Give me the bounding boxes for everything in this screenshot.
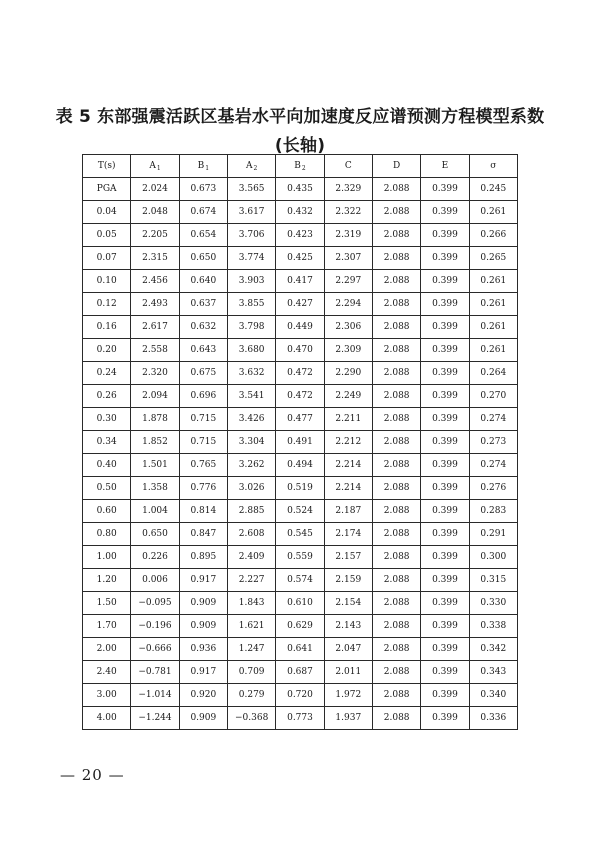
coefficient-cell: 0.432	[276, 201, 324, 224]
coefficient-cell: 0.773	[276, 707, 324, 730]
coefficient-cell: 2.315	[131, 247, 179, 270]
period-cell: 4.00	[83, 707, 131, 730]
coefficient-cell: 0.336	[469, 707, 517, 730]
coefficient-cell: 0.399	[421, 178, 469, 201]
coefficient-cell: 0.343	[469, 661, 517, 684]
table-row	[83, 615, 518, 638]
coefficient-cell: 0.519	[276, 477, 324, 500]
column-header-subscript: 1	[205, 164, 210, 172]
table-row	[83, 546, 518, 569]
coefficient-cell: 0.399	[421, 385, 469, 408]
coefficient-cell: 2.174	[324, 523, 372, 546]
table-subtitle: (长轴)	[274, 136, 326, 156]
coefficient-cell: 0.291	[469, 523, 517, 546]
coefficient-cell: 2.088	[372, 247, 420, 270]
coefficient-cell: 2.307	[324, 247, 372, 270]
coefficient-cell: 0.274	[469, 408, 517, 431]
table-row	[83, 247, 518, 270]
column-header-label: T(s)	[97, 161, 116, 171]
coefficient-cell: 2.088	[372, 615, 420, 638]
coefficient-cell: 0.261	[469, 316, 517, 339]
coefficient-cell: 0.261	[469, 339, 517, 362]
coefficient-cell: 0.650	[131, 523, 179, 546]
coefficient-cell: 3.680	[227, 339, 275, 362]
coefficient-cell: 0.399	[421, 569, 469, 592]
column-header-label: E	[441, 161, 449, 171]
coefficient-cell: 0.477	[276, 408, 324, 431]
coefficient-cell: 2.205	[131, 224, 179, 247]
coefficient-cell: 2.088	[372, 408, 420, 431]
table-row	[83, 684, 518, 707]
period-cell: 0.34	[83, 431, 131, 454]
coefficient-cell: 0.399	[421, 477, 469, 500]
coefficient-cell: 0.610	[276, 592, 324, 615]
coefficient-cell: 2.159	[324, 569, 372, 592]
coefficient-cell: 2.088	[372, 431, 420, 454]
table-row	[83, 316, 518, 339]
table-row	[83, 339, 518, 362]
table-row	[83, 293, 518, 316]
coefficient-cell: 0.650	[179, 247, 227, 270]
coefficient-cell: 0.629	[276, 615, 324, 638]
coefficient-cell: 0.449	[276, 316, 324, 339]
coefficient-cell: 0.226	[131, 546, 179, 569]
table-row	[83, 523, 518, 546]
column-header	[131, 155, 179, 178]
period-cell: 0.07	[83, 247, 131, 270]
coefficient-cell: 2.187	[324, 500, 372, 523]
period-cell: PGA	[83, 178, 131, 201]
coefficient-cell: 3.774	[227, 247, 275, 270]
coefficient-cell: 0.399	[421, 500, 469, 523]
coefficient-cell: 0.399	[421, 546, 469, 569]
coefficient-cell: 0.399	[421, 316, 469, 339]
coefficient-cell: 3.304	[227, 431, 275, 454]
column-header-label: A	[245, 160, 253, 171]
period-cell: 1.20	[83, 569, 131, 592]
coefficient-cell: 2.290	[324, 362, 372, 385]
coefficient-cell: 2.088	[372, 224, 420, 247]
coefficient-cell: 2.214	[324, 454, 372, 477]
column-header-label: C	[344, 161, 352, 171]
table-header-row	[83, 155, 518, 178]
coefficient-cell: 0.632	[179, 316, 227, 339]
coefficient-cell: 0.315	[469, 569, 517, 592]
coefficient-cell: 0.776	[179, 477, 227, 500]
coefficient-cell: 0.675	[179, 362, 227, 385]
period-cell: 0.40	[83, 454, 131, 477]
coefficient-cell: −0.781	[131, 661, 179, 684]
table-row	[83, 178, 518, 201]
coefficient-cell: 0.814	[179, 500, 227, 523]
period-cell: 0.30	[83, 408, 131, 431]
period-cell: 1.70	[83, 615, 131, 638]
coefficient-cell: 2.214	[324, 477, 372, 500]
coefficient-cell: 3.903	[227, 270, 275, 293]
coefficient-cell: 0.399	[421, 408, 469, 431]
coefficient-table	[82, 154, 518, 730]
coefficient-cell: 0.936	[179, 638, 227, 661]
coefficient-cell: 0.261	[469, 201, 517, 224]
column-header-subscript: 1	[156, 164, 161, 172]
coefficient-cell: 0.545	[276, 523, 324, 546]
coefficient-cell: 1.501	[131, 454, 179, 477]
period-cell: 2.00	[83, 638, 131, 661]
coefficient-cell: 0.399	[421, 523, 469, 546]
coefficient-cell: 0.491	[276, 431, 324, 454]
coefficient-cell: 1.843	[227, 592, 275, 615]
coefficient-cell: 3.026	[227, 477, 275, 500]
coefficient-cell: 2.456	[131, 270, 179, 293]
period-cell: 3.00	[83, 684, 131, 707]
coefficient-cell: 0.917	[179, 661, 227, 684]
coefficient-cell: 0.283	[469, 500, 517, 523]
period-cell: 0.50	[83, 477, 131, 500]
coefficient-cell: 2.558	[131, 339, 179, 362]
coefficient-cell: 0.720	[276, 684, 324, 707]
coefficient-cell: 0.261	[469, 293, 517, 316]
coefficient-cell: 1.878	[131, 408, 179, 431]
column-header	[83, 155, 131, 178]
coefficient-cell: −0.095	[131, 592, 179, 615]
table-row	[83, 224, 518, 247]
coefficient-cell: 3.855	[227, 293, 275, 316]
coefficient-cell: 1.852	[131, 431, 179, 454]
coefficient-cell: 2.608	[227, 523, 275, 546]
coefficient-cell: 0.435	[276, 178, 324, 201]
page-number: — 20 —	[60, 766, 125, 784]
period-cell: 0.04	[83, 201, 131, 224]
coefficient-cell: 1.004	[131, 500, 179, 523]
coefficient-cell: 2.011	[324, 661, 372, 684]
coefficient-cell: 0.715	[179, 431, 227, 454]
coefficient-cell: 0.765	[179, 454, 227, 477]
column-header-label: A	[149, 160, 156, 171]
table-row	[83, 270, 518, 293]
table-row	[83, 385, 518, 408]
coefficient-cell: 3.617	[227, 201, 275, 224]
coefficient-cell: 0.472	[276, 385, 324, 408]
column-header-subscript: 2	[301, 164, 306, 172]
coefficient-cell: 3.541	[227, 385, 275, 408]
coefficient-cell: 0.399	[421, 454, 469, 477]
table-row	[83, 592, 518, 615]
coefficient-cell: 2.409	[227, 546, 275, 569]
coefficient-cell: 2.154	[324, 592, 372, 615]
coefficient-cell: 0.687	[276, 661, 324, 684]
coefficient-cell: 0.399	[421, 224, 469, 247]
coefficient-cell: 0.895	[179, 546, 227, 569]
column-header	[324, 155, 372, 178]
column-header-label: B	[197, 160, 205, 171]
coefficient-cell: 2.088	[372, 500, 420, 523]
coefficient-cell: 0.399	[421, 201, 469, 224]
table-body	[83, 178, 518, 730]
coefficient-cell: 3.798	[227, 316, 275, 339]
table-row	[83, 431, 518, 454]
column-header	[179, 155, 227, 178]
coefficient-cell: 3.706	[227, 224, 275, 247]
coefficient-cell: 0.279	[227, 684, 275, 707]
coefficient-cell: 0.417	[276, 270, 324, 293]
coefficient-cell: 3.632	[227, 362, 275, 385]
coefficient-cell: 0.399	[421, 592, 469, 615]
coefficient-cell: 0.909	[179, 592, 227, 615]
coefficient-cell: 0.264	[469, 362, 517, 385]
coefficient-cell: 2.306	[324, 316, 372, 339]
table-row	[83, 661, 518, 684]
coefficient-cell: 2.088	[372, 454, 420, 477]
coefficient-cell: 2.320	[131, 362, 179, 385]
coefficient-cell: 0.399	[421, 339, 469, 362]
coefficient-cell: 2.088	[372, 546, 420, 569]
table-title: 表 5 东部强震活跃区基岩水平向加速度反应谱预测方程模型系数	[55, 107, 545, 127]
table-row	[83, 408, 518, 431]
coefficient-cell: 0.696	[179, 385, 227, 408]
coefficient-cell: 0.274	[469, 454, 517, 477]
coefficient-cell: 2.294	[324, 293, 372, 316]
coefficient-cell: 0.340	[469, 684, 517, 707]
coefficient-cell: 2.227	[227, 569, 275, 592]
coefficient-cell: 2.212	[324, 431, 372, 454]
coefficient-cell: 1.972	[324, 684, 372, 707]
coefficient-cell: 1.621	[227, 615, 275, 638]
coefficient-cell: 2.088	[372, 638, 420, 661]
coefficient-cell: 0.399	[421, 684, 469, 707]
coefficient-cell: 0.261	[469, 270, 517, 293]
table-row	[83, 201, 518, 224]
coefficient-cell: 2.088	[372, 569, 420, 592]
coefficient-cell: 2.249	[324, 385, 372, 408]
coefficient-cell: −1.014	[131, 684, 179, 707]
coefficient-cell: 0.427	[276, 293, 324, 316]
coefficient-cell: 2.885	[227, 500, 275, 523]
coefficient-cell: 2.088	[372, 707, 420, 730]
period-cell: 0.16	[83, 316, 131, 339]
table-row	[83, 707, 518, 730]
coefficient-cell: 0.338	[469, 615, 517, 638]
coefficient-cell: 2.024	[131, 178, 179, 201]
coefficient-cell: 0.399	[421, 707, 469, 730]
coefficient-cell: 0.524	[276, 500, 324, 523]
coefficient-cell: 2.143	[324, 615, 372, 638]
table-row	[83, 569, 518, 592]
coefficient-cell: 0.300	[469, 546, 517, 569]
coefficient-cell: 0.399	[421, 638, 469, 661]
coefficient-cell: 2.088	[372, 523, 420, 546]
period-cell: 0.12	[83, 293, 131, 316]
coefficient-cell: 1.247	[227, 638, 275, 661]
coefficient-cell: −0.368	[227, 707, 275, 730]
coefficient-cell: 0.425	[276, 247, 324, 270]
coefficient-cell: 2.088	[372, 293, 420, 316]
coefficient-cell: 0.494	[276, 454, 324, 477]
coefficient-cell: 2.329	[324, 178, 372, 201]
period-cell: 2.40	[83, 661, 131, 684]
coefficient-cell: 0.342	[469, 638, 517, 661]
coefficient-cell: 0.399	[421, 247, 469, 270]
table-row	[83, 454, 518, 477]
column-header-label: σ	[490, 161, 497, 171]
column-header-label: D	[393, 161, 401, 171]
coefficient-cell: 0.423	[276, 224, 324, 247]
coefficient-cell: 0.399	[421, 362, 469, 385]
period-cell: 0.24	[83, 362, 131, 385]
period-cell: 0.80	[83, 523, 131, 546]
coefficient-cell: 2.211	[324, 408, 372, 431]
period-cell: 0.20	[83, 339, 131, 362]
coefficient-cell: 2.088	[372, 339, 420, 362]
coefficient-cell: 2.088	[372, 270, 420, 293]
coefficient-cell: −0.196	[131, 615, 179, 638]
coefficient-cell: 2.157	[324, 546, 372, 569]
coefficient-cell: 0.399	[421, 270, 469, 293]
coefficient-cell: 1.358	[131, 477, 179, 500]
period-cell: 0.60	[83, 500, 131, 523]
coefficient-cell: 1.937	[324, 707, 372, 730]
column-header	[276, 155, 324, 178]
coefficient-cell: 0.266	[469, 224, 517, 247]
coefficient-cell: 0.847	[179, 523, 227, 546]
coefficient-cell: 2.088	[372, 362, 420, 385]
coefficient-cell: 0.472	[276, 362, 324, 385]
column-header	[421, 155, 469, 178]
coefficient-cell: 0.637	[179, 293, 227, 316]
coefficient-cell: 0.643	[179, 339, 227, 362]
coefficient-cell: 2.088	[372, 592, 420, 615]
coefficient-cell: 0.674	[179, 201, 227, 224]
coefficient-cell: 0.559	[276, 546, 324, 569]
coefficient-cell: 0.640	[179, 270, 227, 293]
coefficient-cell: 3.426	[227, 408, 275, 431]
table-row	[83, 638, 518, 661]
coefficient-cell: 0.265	[469, 247, 517, 270]
column-header-label: B	[294, 160, 301, 171]
coefficient-cell: 0.399	[421, 431, 469, 454]
coefficient-cell: 3.565	[227, 178, 275, 201]
coefficient-cell: 0.399	[421, 615, 469, 638]
coefficient-cell: 0.673	[179, 178, 227, 201]
coefficient-cell: 2.088	[372, 385, 420, 408]
coefficient-cell: 0.006	[131, 569, 179, 592]
period-cell: 0.26	[83, 385, 131, 408]
coefficient-cell: 2.048	[131, 201, 179, 224]
coefficient-cell: 0.470	[276, 339, 324, 362]
coefficient-cell: 2.319	[324, 224, 372, 247]
coefficient-cell: −1.244	[131, 707, 179, 730]
period-cell: 1.00	[83, 546, 131, 569]
table-row	[83, 477, 518, 500]
coefficient-cell: 0.920	[179, 684, 227, 707]
coefficient-cell: 2.322	[324, 201, 372, 224]
column-header	[372, 155, 420, 178]
coefficient-cell: 0.654	[179, 224, 227, 247]
coefficient-cell: 0.245	[469, 178, 517, 201]
coefficient-cell: 2.493	[131, 293, 179, 316]
coefficient-cell: 0.270	[469, 385, 517, 408]
coefficient-cell: 0.709	[227, 661, 275, 684]
coefficient-cell: 2.088	[372, 316, 420, 339]
table-row	[83, 500, 518, 523]
coefficient-cell: 3.262	[227, 454, 275, 477]
coefficient-cell: 2.088	[372, 477, 420, 500]
coefficient-cell: −0.666	[131, 638, 179, 661]
coefficient-cell: 0.273	[469, 431, 517, 454]
coefficient-cell: 0.330	[469, 592, 517, 615]
table-row	[83, 362, 518, 385]
coefficient-cell: 0.909	[179, 707, 227, 730]
column-header	[227, 155, 275, 178]
period-cell: 1.50	[83, 592, 131, 615]
coefficient-cell: 0.574	[276, 569, 324, 592]
coefficient-cell: 2.617	[131, 316, 179, 339]
coefficient-cell: 2.309	[324, 339, 372, 362]
coefficient-cell: 0.909	[179, 615, 227, 638]
coefficient-cell: 0.715	[179, 408, 227, 431]
coefficient-cell: 0.399	[421, 293, 469, 316]
coefficient-cell: 0.641	[276, 638, 324, 661]
coefficient-cell: 0.276	[469, 477, 517, 500]
coefficient-cell: 2.094	[131, 385, 179, 408]
column-header-subscript: 2	[253, 164, 258, 172]
coefficient-cell: 2.047	[324, 638, 372, 661]
coefficient-cell: 2.088	[372, 684, 420, 707]
coefficient-cell: 0.917	[179, 569, 227, 592]
coefficient-cell: 2.297	[324, 270, 372, 293]
coefficient-cell: 2.088	[372, 178, 420, 201]
column-header	[469, 155, 517, 178]
period-cell: 0.05	[83, 224, 131, 247]
coefficient-cell: 0.399	[421, 661, 469, 684]
coefficient-cell: 2.088	[372, 661, 420, 684]
period-cell: 0.10	[83, 270, 131, 293]
coefficient-cell: 2.088	[372, 201, 420, 224]
